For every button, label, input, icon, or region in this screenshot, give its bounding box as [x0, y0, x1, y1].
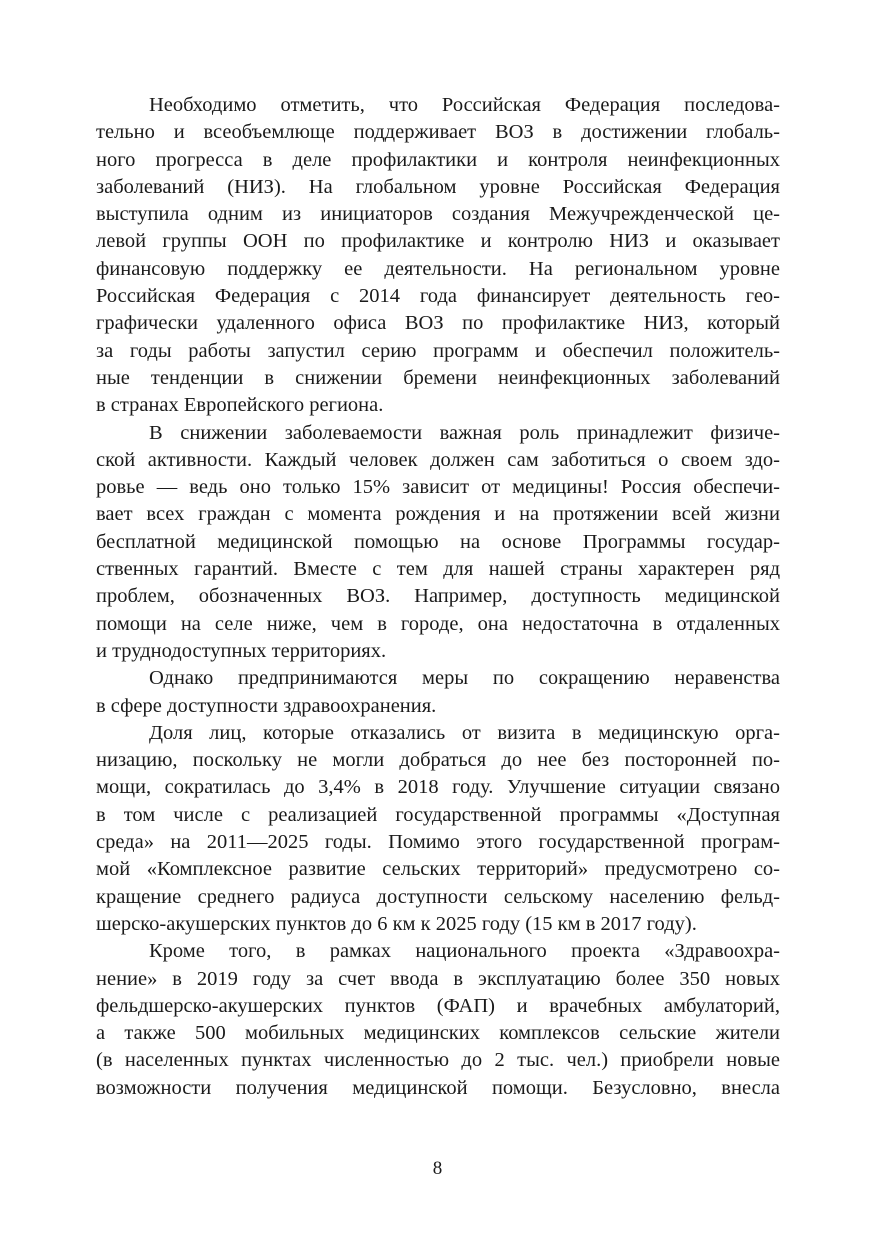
text-line: Кроме того, в рамках национального проекта «Здравоохра-: [149, 940, 780, 963]
text-line: шерско-акушерских пунктов до 6 км к 2025 году (15 км в 2017 году).: [96, 912, 697, 935]
text-line: за годы работы запустил серию программ и обеспечил положитель-: [96, 339, 780, 362]
text-line: мощи, сократилась до 3,4% в 2018 году. Улучшение ситуации связано: [96, 776, 780, 799]
text-line: В снижении заболеваемости важная роль принадлежит физиче-: [149, 421, 780, 444]
paragraph-3: [96, 665, 780, 720]
text-line: (в населенных пунктах численностью до 2 тыс. чел.) приобрели новые: [96, 1049, 780, 1072]
text-line: в сфере доступности здравоохранения.: [96, 694, 437, 717]
text-line: ской активности. Каждый человек должен сам заботиться о своем здо-: [96, 448, 780, 471]
text-line: а также 500 мобильных медицинских комплексов сельские жители: [96, 1022, 780, 1045]
text-line: фельдшерско-акушерских пунктов (ФАП) и врачебных амбулаторий,: [96, 994, 780, 1017]
text-line: ного прогресса в деле профилактики и контроля неинфекционных: [96, 148, 780, 171]
text-line: Российская Федерация с 2014 года финансирует деятельность гео-: [96, 285, 780, 308]
text-line: графически удаленного офиса ВОЗ по профилактике НИЗ, который: [96, 312, 780, 335]
text-line: ные тенденции в снижении бремени неинфекционных заболеваний: [96, 366, 780, 389]
body-text: [96, 92, 780, 1102]
text-line: возможности получения медицинской помощи. Безусловно, внесла: [96, 1076, 780, 1099]
text-line: в том числе с реализацией государственной программы «Доступная: [96, 803, 780, 826]
text-line: кращение среднего радиуса доступности сельскому населению фельд-: [96, 885, 780, 908]
text-line: ровье — ведь оно только 15% зависит от медицины! Россия обеспечи-: [96, 476, 780, 499]
text-line: мой «Комплексное развитие сельских территорий» предусмотрено со-: [96, 858, 780, 881]
text-line: выступила одним из инициаторов создания Межучрежденческой це-: [96, 203, 780, 226]
text-line: левой группы ООН по профилактике и контролю НИЗ и оказывает: [96, 230, 780, 253]
text-line: Доля лиц, которые отказались от визита в медицинскую орга-: [149, 721, 780, 744]
text-line: помощи на селе ниже, чем в городе, она недостаточна в отдаленных: [96, 612, 780, 635]
text-line: заболеваний (НИЗ). На глобальном уровне Российская Федерация: [96, 175, 780, 198]
text-line: Необходимо отметить, что Российская Федерация последова-: [149, 94, 780, 116]
text-line: в странах Европейского региона.: [96, 394, 384, 417]
paragraph-5: [96, 938, 780, 1102]
text-line: среда» на 2011—2025 годы. Помимо этого государственной програм-: [96, 831, 780, 854]
text-line: нение» в 2019 году за счет ввода в эксплуатацию более 350 новых: [96, 967, 780, 990]
text-line: проблем, обозначенных ВОЗ. Например, доступность медицинской: [96, 585, 780, 608]
text-line: и труднодоступных территориях.: [96, 639, 387, 662]
text-line: вает всех граждан с момента рождения и на протяжении всей жизни: [96, 503, 780, 526]
text-line: тельно и всеобъемлюще поддерживает ВОЗ в достижении глобаль-: [96, 121, 780, 144]
page-number: 8: [432, 1158, 443, 1179]
paragraph-1: [96, 92, 780, 420]
text-line: финансовую поддержку ее деятельности. На региональном уровне: [96, 257, 780, 280]
text-line: ственных гарантий. Вместе с тем для нашей страны характерен ряд: [96, 558, 780, 581]
paragraph-4: [96, 720, 780, 938]
text-line: низацию, поскольку не могли добраться до нее без посторонней по-: [96, 749, 780, 772]
text-line: Однако предпринимаются меры по сокращению неравенства: [149, 667, 780, 690]
paragraph-2: [96, 420, 780, 666]
text-line: бесплатной медицинской помощью на основе Программы государ-: [96, 530, 780, 553]
